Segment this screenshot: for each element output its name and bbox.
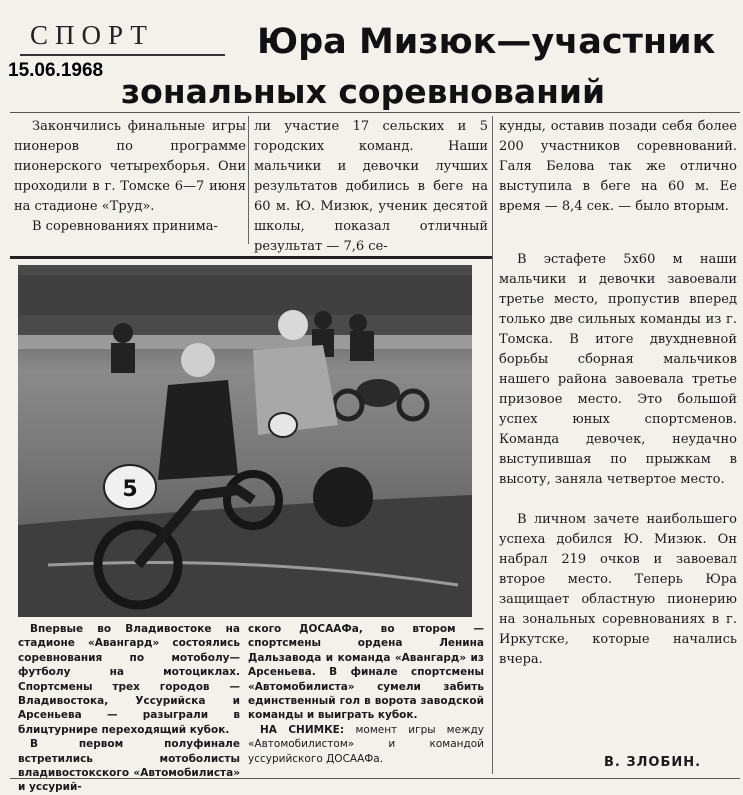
caption-paragraph: Впервые во Владивостоке на стадионе «Авангард» состоялись соревнования по мотоболу—футболу на мотоциклах. Спортсмены трех городов — Владивостока, Уссурийска и Арсеньева — разыграли в блицтурнире переходящий кубок. xyxy=(18,623,240,736)
article-column-2 xyxy=(254,117,488,257)
caption-paragraph: В первом полуфинале встретились мотоболисты владивостокского «Автомобилиста» и уссурий- xyxy=(18,738,240,794)
photo-illustration xyxy=(18,265,472,617)
rubric-underline xyxy=(20,54,225,56)
photo-caption-column-2 xyxy=(248,622,484,766)
caption-paragraph xyxy=(248,723,484,766)
article-paragraph: В эстафете 5х60 м наши мальчики и девочки завоевали третье место, пропустив вперед только две сильных команды из г. Томска. В итоге двухдневной борьбы сборная мальчиков нашего района завоевала третье призовое место. Это большой успех юных спортсменов. Команда девочек, неудачно выступившая по прыжкам в высоту, заняла четвертое место. xyxy=(499,252,737,487)
caption-paragraph: ского ДОСААФа, во втором — спортсмены ордена Ленина Дальзавода и команда «Авангард» из Арсеньева. В финале спортсмены «Автомобилиста» сумели забить единственный гол в ворота заводской команды и выиграть кубок. xyxy=(248,623,484,722)
bottom-divider xyxy=(10,778,740,779)
headline-divider xyxy=(10,112,740,113)
section-divider xyxy=(10,256,492,259)
article-paragraph: кунды, оставив позади себя более 200 участников соревнований. Галя Белова так же отлично выступила в беге на 60 м. Ее время — 8,4 сек. — было вторым. xyxy=(499,119,737,214)
article-paragraph: В личном зачете наибольшего успеха добился Ю. Мизюк. Он набрал 219 очков и завоевал второе место. Теперь Юра защищает областную пионерию на зональных соревнованиях в г. Иркутске, которые начались вчера. xyxy=(499,512,737,667)
rubric-label: СПОРТ xyxy=(30,20,154,50)
photo-caption-column-1 xyxy=(18,622,240,795)
column-divider xyxy=(492,116,493,774)
article-paragraph: Закончились финальные игры пионеров по программе пионерского четырехборья. Они проходили в г. Томске 6—7 июня на стадионе «Труд». xyxy=(14,119,246,214)
article-paragraph: В соревнованиях принима- xyxy=(32,219,218,234)
caption-key-text: момент игры между «Автомобилистом» и командой уссурийского ДОСААФа. xyxy=(248,723,485,765)
author-signature: В. ЗЛОБИН. xyxy=(604,755,702,770)
motoball-photo xyxy=(18,265,472,617)
article-column-3-top xyxy=(499,117,737,217)
article-paragraph: ли участие 17 сельских и 5 городских команд. Наши мальчики и девочки лучших результатов добились в беге на 60 м. Ю. Мизюк, ученик десятой школы, показал отличный результат — 7,6 се- xyxy=(254,119,488,254)
headline-line-1: Юра Мизюк—участник xyxy=(257,22,716,62)
date-stamp: 15.06.1968 xyxy=(8,60,104,81)
column-divider xyxy=(248,116,249,244)
article-column-3 xyxy=(499,250,737,670)
article-column-1 xyxy=(14,117,246,237)
headline-line-2: зональных соревнований xyxy=(121,72,606,111)
bike-number-label: 5 xyxy=(122,477,138,502)
caption-key-label: НА СНИМКЕ: xyxy=(260,723,345,736)
